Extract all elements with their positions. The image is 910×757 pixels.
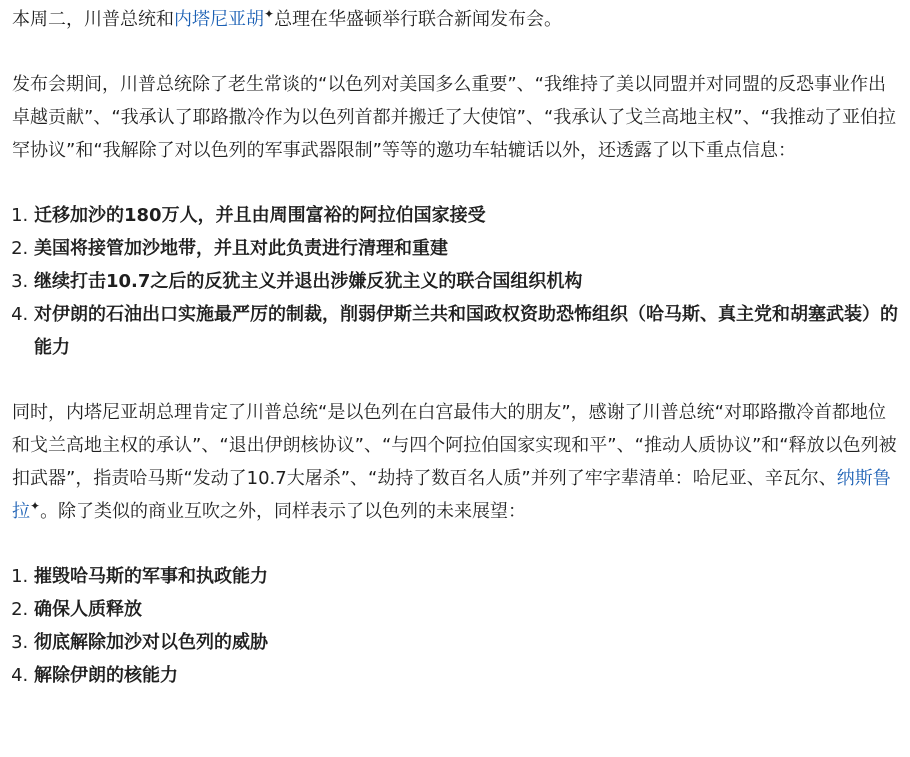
trump-key-points-list [12,199,900,364]
press-conference-paragraph: 发布会期间，川普总统除了老生常谈的“以色列对美国多么重要”、“我维持了美以同盟并对同盟的反恐事业作出卓越贡献”、“我承认了耶路撒冷作为以色列首都并搬迁了大使馆”、“我承认了戈兰高地主权”、“我推动了亚伯拉罕协议”和“我解除了对以色列的军事武器限制”等等的邀功车轱辘话以外，还透露了以下重点信息： [12,74,896,161]
sparkle-icon: ✦ [30,499,41,513]
netanyahu-paragraph [12,396,900,528]
list-item: 1. 迁移加沙的180万人，并且由周围富裕的阿拉伯国家接受 [34,199,900,232]
netanyahu-text-after: 。除了类似的商业互吹之外，同样表示了以色列的未来展望： [40,501,527,522]
list-item: 3. 继续打击10.7之后的反犹主义并退出涉嫌反犹主义的联合国组织机构 [34,265,900,298]
intro-text-before: 本周二，川普总统和 [12,9,174,30]
list-item: 2. 确保人质释放 [34,593,900,626]
nasrallah-link[interactable]: 纳斯鲁拉 [12,468,891,522]
list-item: 1. 摧毁哈马斯的军事和执政能力 [34,560,900,593]
intro-text-after: 总理在华盛顿举行联合新闻发布会。 [274,9,563,30]
list-item: 4. 解除伊朗的核能力 [34,659,900,692]
list-item: 2. 美国将接管加沙地带，并且对此负责进行清理和重建 [34,232,900,265]
israel-outlook-list [12,560,900,692]
intro-paragraph [12,3,900,36]
list-item: 4. 对伊朗的石油出口实施最严厉的制裁，削弱伊斯兰共和国政权资助恐怖组织（哈马斯、真主党和胡塞武装）的能力 [34,298,900,364]
netanyahu-link[interactable]: 内塔尼亚胡 [174,9,264,30]
netanyahu-text-before: 同时，内塔尼亚胡总理肯定了川普总统“是以色列在白宫最伟大的朋友”，感谢了川普总统“对耶路撒冷首都地位和戈兰高地主权的承认”、“退出伊朗核协议”、“与四个阿拉伯国家实现和平”、“推动人质协议”和“释放以色列被扣武器”，指责哈马斯“发动了10.7大屠杀”、“劫持了数百名人质”并列了牢字辈清单：哈尼亚、辛瓦尔、 [12,402,897,489]
sparkle-icon: ✦ [264,7,275,21]
list-item: 3. 彻底解除加沙对以色列的威胁 [34,626,900,659]
